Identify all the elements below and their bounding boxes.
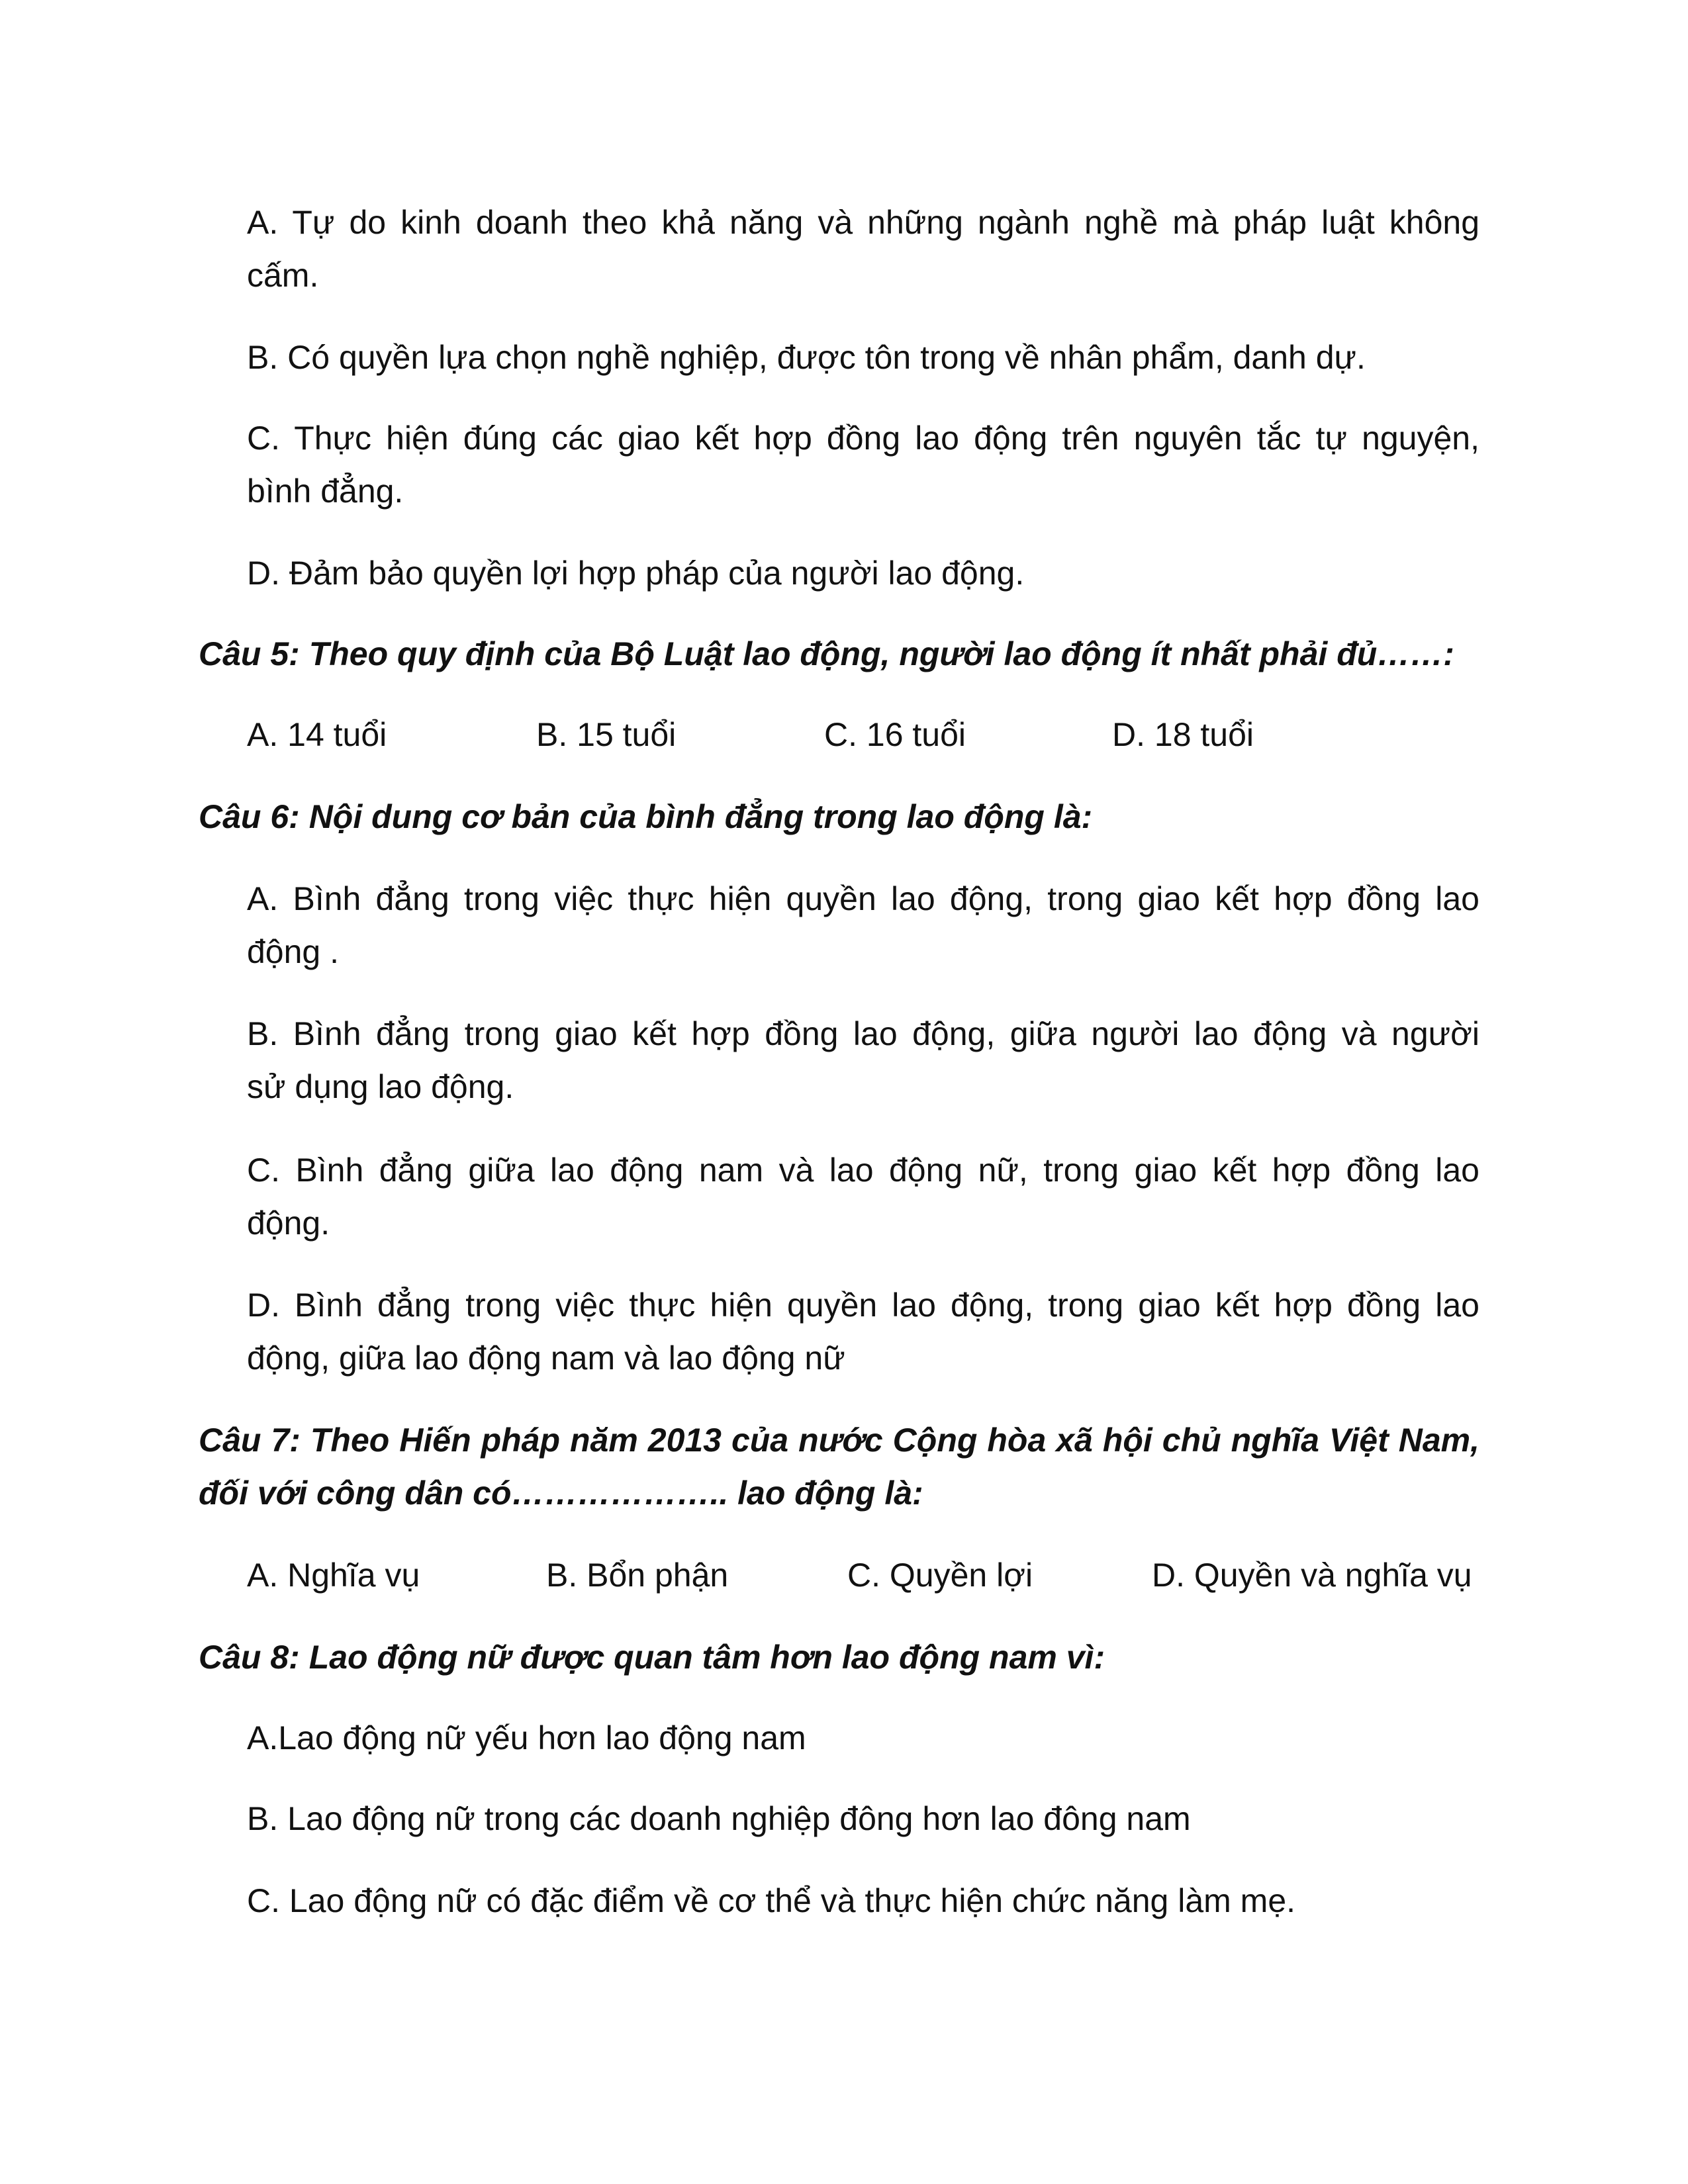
q7-question-line2: đối với công dân có……………….. lao động là: bbox=[199, 1475, 923, 1512]
q7-option-d: D. Quyền và nghĩa vụ bbox=[1152, 1557, 1472, 1594]
q7-option-a: A. Nghĩa vụ bbox=[247, 1557, 420, 1594]
q4-option-c-line2: bình đẳng. bbox=[247, 473, 404, 510]
q7-option-b: B. Bổn phận bbox=[546, 1557, 729, 1594]
q6-option-d-line2: động, giữa lao động nam và lao động nữ bbox=[247, 1340, 845, 1377]
q4-option-b: B. Có quyền lựa chọn nghề nghiệp, được tôn trong về nhân phẩm, danh dự. bbox=[247, 339, 1366, 376]
q6-option-b-line2: sử dụng lao động. bbox=[247, 1068, 514, 1105]
q6-option-a-line2: động . bbox=[247, 933, 340, 970]
q5-option-d: D. 18 tuổi bbox=[1112, 716, 1254, 753]
q4-option-a-line1: A. Tự do kinh doanh theo khả năng và những ngành nghề mà pháp luật không bbox=[247, 204, 1479, 241]
q6-option-a-line1: A. Bình đẳng trong việc thực hiện quyền lao động, trong giao kết hợp đồng lao bbox=[247, 880, 1479, 917]
q7-question-line1: Câu 7: Theo Hiến pháp năm 2013 của nước Cộng hòa xã hội chủ nghĩa Việt Nam, bbox=[199, 1422, 1479, 1459]
q4-option-a-line2: cấm. bbox=[247, 257, 319, 294]
q8-option-a: A.Lao động nữ yếu hơn lao động nam bbox=[247, 1719, 806, 1756]
q4-option-d: D. Đảm bảo quyền lợi hợp pháp của người lao động. bbox=[247, 555, 1025, 592]
q6-option-c-line1: C. Bình đẳng giữa lao động nam và lao động nữ, trong giao kết hợp đồng lao bbox=[247, 1152, 1479, 1189]
q4-option-c-line1: C. Thực hiện đúng các giao kết hợp đồng lao động trên nguyên tắc tự nguyện, bbox=[247, 420, 1479, 457]
q7-option-c: C. Quyền lợi bbox=[847, 1557, 1033, 1594]
q6-question: Câu 6: Nội dung cơ bản của bình đẳng trong lao động là: bbox=[199, 798, 1093, 835]
q6-option-b-line1: B. Bình đẳng trong giao kết hợp đồng lao động, giữa người lao động và người bbox=[247, 1015, 1479, 1052]
q8-option-b: B. Lao động nữ trong các doanh nghiệp đông hơn lao đông nam bbox=[247, 1800, 1191, 1837]
q5-option-a: A. 14 tuổi bbox=[247, 716, 387, 753]
q6-option-d-line1: D. Bình đẳng trong việc thực hiện quyền lao động, trong giao kết hợp đồng lao bbox=[247, 1287, 1479, 1324]
q5-option-c: C. 16 tuổi bbox=[824, 716, 966, 753]
q6-option-c-line2: động. bbox=[247, 1205, 330, 1242]
q5-option-b: B. 15 tuổi bbox=[536, 716, 677, 753]
q8-option-c: C. Lao động nữ có đặc điểm về cơ thể và thực hiện chức năng làm mẹ. bbox=[247, 1882, 1296, 1919]
q5-question: Câu 5: Theo quy định của Bộ Luật lao động, người lao động ít nhất phải đủ……: bbox=[199, 635, 1454, 672]
q8-question: Câu 8: Lao động nữ được quan tâm hơn lao động nam vì: bbox=[199, 1639, 1105, 1676]
